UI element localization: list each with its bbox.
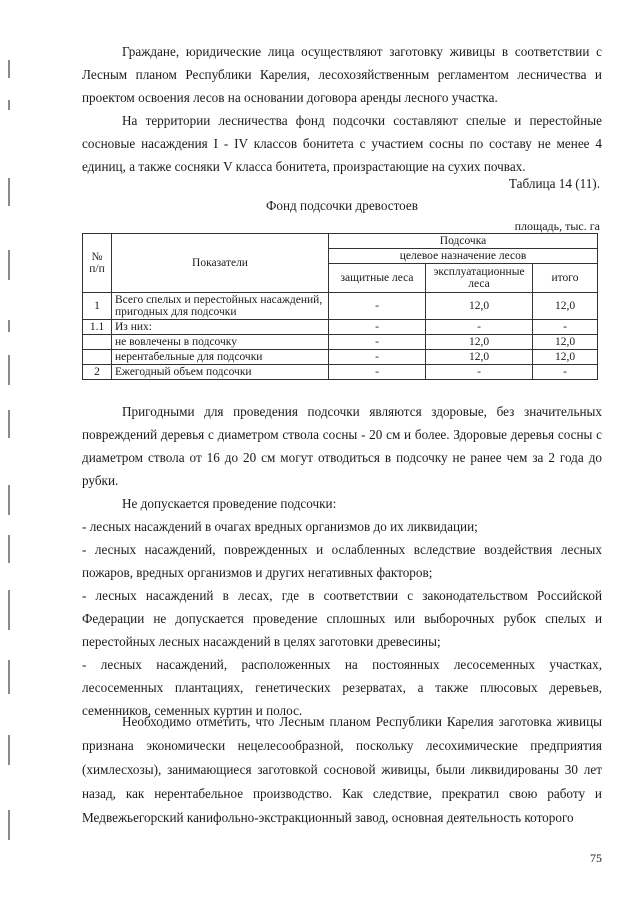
paragraph-3: Пригодными для проведения подсочки являются здоровые, без значительных повреждений деревья с диаметром ствола сосны - 20 см и более. Здоровые деревья сосны с диаметром ствола от 16 до 20 см могут отводиться в подсочку не ранее чем за 2 года до рубки.	[82, 404, 602, 488]
table-row: 1.1 Из них: - - -	[83, 320, 598, 335]
list-item: - лесных насаждений, расположенных на постоянных лесосеменных участках, лесосеменных плантациях, генетических резерватах, а также плюсовых деревьев, семенников, семенных куртин и полос.	[82, 657, 602, 718]
table-unit: площадь, тыс. га	[514, 219, 600, 233]
header-no: № п/п	[83, 234, 112, 293]
paragraph-4: Не допускается проведение подсочки:	[122, 496, 337, 511]
table-row: 2 Ежегодный объем подсочки - - -	[83, 365, 598, 380]
list-item: - лесных насаждений в лесах, где в соответствии с законодательством Российской Федерации не допускается проведение сплошных или выборочных рубок спелых и перестойных лесных насаждений в целях заготовки древесины;	[82, 588, 602, 649]
paragraph-1: Граждане, юридические лица осуществляют заготовку живицы в соответствии с Лесным планом Республики Карелия, лесохозяйственным регламентом лесничества и проектом освоения лесов на основании договора аренды лесного участка.	[82, 44, 602, 105]
header-tapping: Подсочка	[329, 234, 598, 249]
header-operational: эксплуатационные леса	[426, 264, 533, 293]
table-row: нерентабельные для подсочки - 12,0 12,0	[83, 350, 598, 365]
list-item: - лесных насаждений в очагах вредных организмов до их ликвидации;	[82, 519, 478, 534]
header-purpose: целевое назначение лесов	[329, 249, 598, 264]
page-number: 75	[590, 851, 602, 865]
paragraph-2: На территории лесничества фонд подсочки составляют спелые и перестойные сосновые насаждения I - IV классов бонитета с участием сосны по составу не менее 4 единиц, а также сосняки V класса бонитета, произрастающие на сухих почвах.	[82, 113, 602, 174]
paragraph-5: Необходимо отметить, что Лесным планом Республики Карелия заготовка живицы признана экономически нецелесообразной, поскольку лесохимические предприятия (химлесхозы), занимающиеся заготовкой сосновой живицы, были ликвидированы 30 лет назад, как нерентабельное производство. Как следствие, прекратил свою работу и Медвежьегорский канифольно-экстракционный завод, основная деятельность которого	[82, 714, 602, 825]
forest-tapping-table	[82, 233, 598, 380]
header-total: итого	[533, 264, 598, 293]
table-title: Фонд подсочки древостоев	[265, 198, 419, 213]
table-row: не вовлечены в подсочку - 12,0 12,0	[83, 335, 598, 350]
table-number: Таблица 14 (11).	[508, 176, 600, 191]
header-indicators: Показатели	[112, 234, 329, 293]
list-item: - лесных насаждений, поврежденных и ослабленных вследствие воздействия лесных пожаров, вредных организмов и других негативных факторов;	[82, 542, 602, 580]
header-protective: защитные леса	[329, 264, 426, 293]
binding-marks	[0, 0, 40, 905]
table-row: 1 Всего спелых и перестойных насаждений, пригодных для подсочки - 12,0 12,0	[83, 293, 598, 320]
